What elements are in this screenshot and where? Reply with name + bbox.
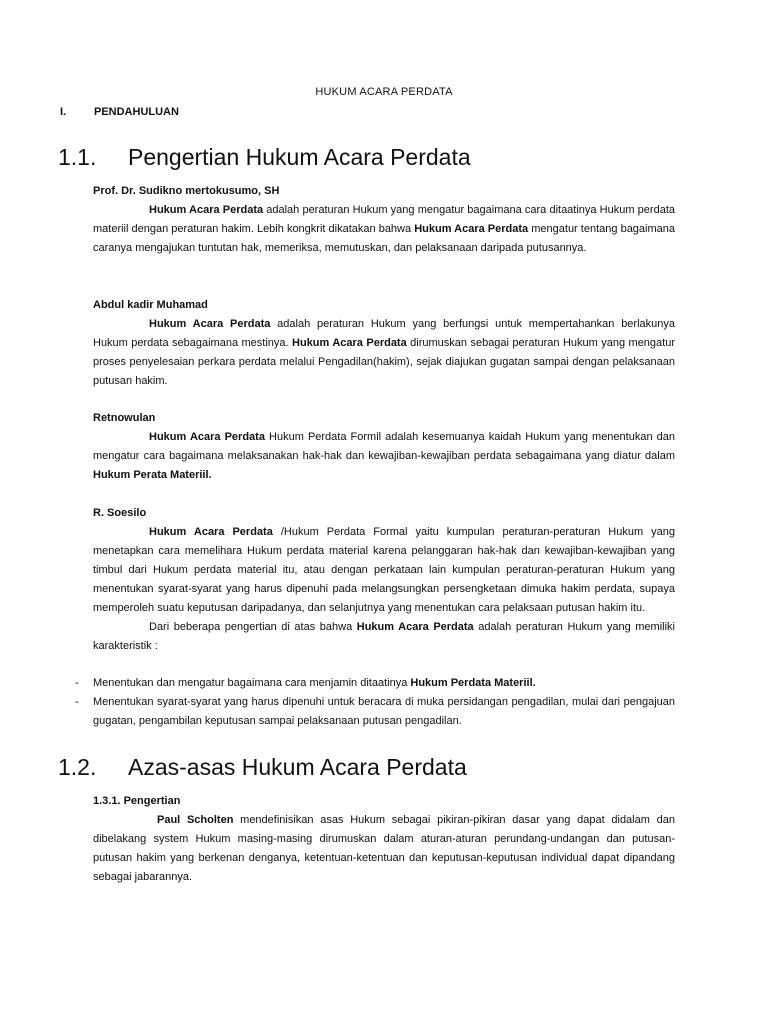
summary-paragraph: [93, 618, 675, 656]
heading-number: 1.2.: [58, 754, 97, 780]
paragraph-text: adalah peraturan Hukum yang mengatur bagaimana cara ditaatinya Hukum perdata materiil dengan peraturan hakim. Lebih kongkrit dikatakan bahwa: [93, 204, 675, 235]
heading-title: Azas-asas Hukum Acara Perdata: [128, 754, 467, 780]
author-name: Abdul kadir Muhamad: [93, 299, 208, 311]
list-item: [60, 674, 675, 693]
author-name: R. Soesilo: [93, 507, 147, 519]
subsection-label: 1.3.1. Pengertian: [93, 795, 181, 807]
term-bold: Hukum Acara Perdata: [149, 526, 273, 538]
definition-soesilo: [93, 504, 675, 656]
author-name: Prof. Dr. Sudikno mertokusumo, SH: [93, 185, 280, 197]
paragraph-text: Hukum Perdata Formil adalah kesemuanya kaidah Hukum yang menentukan dan mengatur cara bagaimana melaksanakan hak-hak dan kewajiban-kewajiban perdata sebagaimana yang diatur dalam: [93, 431, 675, 462]
heading-1-1: [58, 144, 471, 171]
definition-paragraph: [93, 201, 675, 258]
definition-paragraph: [93, 428, 675, 485]
paragraph-text: adalah peraturan Hukum yang berfungsi untuk mempertahankan berlakunya Hukum perdata sebagaimana mestinya.: [93, 318, 676, 349]
term-bold: Hukum Acara Perdata: [414, 223, 529, 235]
term-bold: Hukum Acara Perdata: [292, 337, 407, 349]
characteristics-list: [60, 674, 675, 731]
section-heading-pendahuluan: [60, 106, 179, 118]
bullet-dash: -: [75, 677, 79, 689]
term-bold: Paul Scholten: [157, 814, 234, 826]
term-bold: Hukum Acara Perdata: [149, 431, 265, 443]
definition-abdulkadir: [93, 296, 675, 391]
paragraph-text: mendefinisikan asas Hukum sebagai pikiran-pikiran dasar yang dapat didalam dan dibelakang system Hukum masing-masing dirumuskan dalam aturan-aturan perundang-undangan dan putusan-putusan hakim yang berkenan denganya, ketentuan-ketentuan dan keputusan-keputusan individual dapat dipandang sebagai jabarannya.: [93, 814, 675, 883]
paragraph-text: /Hukum Perdata Formal yaitu kumpulan peraturan-peraturan Hukum yang menetapkan cara memelihara Hukum perdata material karena pelanggaran hak-hak dan kewajiban-kewajiban yang timbul dari Hukum perdata material itu, atau dengan perkataan lain kumpulan peraturan-peraturan Hukum yang menentukan syarat-syarat yang harus dipenuhi pada melangsungkan persengketaan dimuka hakim perdata, supaya memperoleh suatu keputusan daripadanya, dan selanjutnya yang menentukan cara pelaksaan putusan hakim itu.: [93, 526, 675, 614]
author-name: Retnowulan: [93, 412, 156, 424]
section-label: PENDAHULUAN: [94, 106, 179, 118]
paragraph-text: Dari beberapa pengertian di atas bahwa: [149, 621, 357, 633]
heading-number: 1.1.: [58, 144, 97, 170]
section-number: I.: [60, 106, 67, 118]
document-title: HUKUM ACARA PERDATA: [315, 86, 453, 98]
paragraph-text: mengatur tentang bagaimana caranya mengajukan tuntutan hak, memeriksa, memutuskan, dan pelaksanaan daripada putusannya.: [93, 223, 676, 254]
term-bold: Hukum Acara Perdata: [149, 318, 271, 330]
list-item-text: Menentukan syarat-syarat yang harus dipenuhi untuk beracara di muka persidangan pengadilan, mulai dari pengajuan gugatan, pengambilan keputusan sampai pelaksanaan putusan pengadilan.: [93, 696, 675, 727]
list-item: [60, 693, 675, 731]
term-bold: Hukum Perata Materiil.: [93, 469, 212, 481]
list-item-text: Menentukan dan mengatur bagaimana cara menjamin ditaatinya: [93, 677, 411, 689]
term-bold: Hukum Perdata Materiil.: [410, 677, 536, 689]
heading-title: Pengertian Hukum Acara Perdata: [128, 144, 471, 170]
definition-sudikno: [93, 182, 675, 258]
heading-1-2: [58, 754, 467, 781]
definition-paragraph: [93, 523, 675, 618]
term-bold: Hukum Acara Perdata: [149, 204, 264, 216]
bullet-dash: -: [75, 696, 79, 708]
definition-paragraph: [93, 315, 675, 391]
paragraph-text: adalah peraturan Hukum yang memiliki karakteristik :: [93, 621, 675, 652]
term-bold: Hukum Acara Perdata: [356, 621, 474, 633]
paragraph-text: dirumuskan sebagai peraturan Hukum yang mengatur proses penyelesaian perkara perdata melalui Pengadilan(hakim), sejak diajukan gugatan sampai dengan pelaksanaan putusan hakim.: [93, 337, 675, 387]
subsection-paragraph: [93, 811, 675, 887]
definition-retnowulan: [93, 409, 675, 485]
subsection-1-3-1: [93, 792, 675, 887]
